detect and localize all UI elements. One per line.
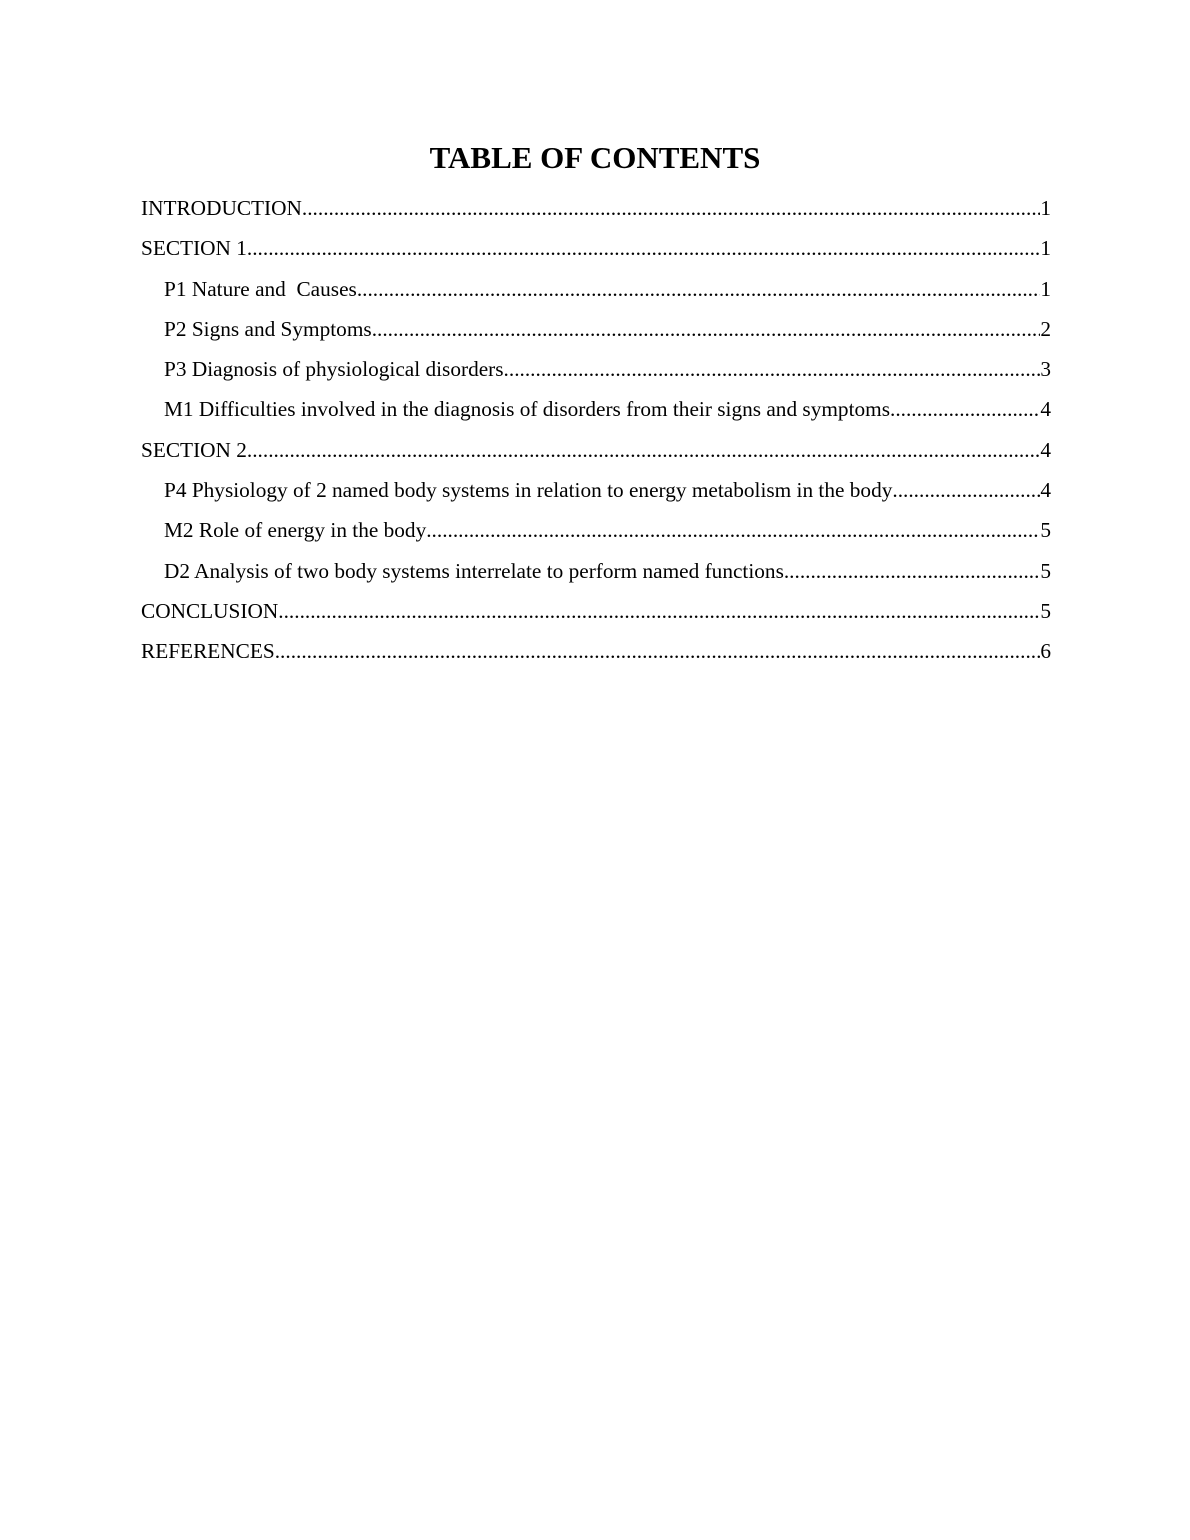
toc-entry-label: P4 Physiology of 2 named body systems in relation to energy metabolism in the body — [164, 478, 893, 503]
toc-entry-p4[interactable] — [141, 470, 1051, 510]
toc-page-number: 4 — [1040, 397, 1051, 422]
toc-page-number: 6 — [1040, 639, 1051, 664]
toc-entry-label: D2 Analysis of two body systems interrelate to perform named functions — [164, 558, 784, 583]
toc-entry-label: SECTION 1 — [141, 236, 247, 261]
toc-page-number: 5 — [1040, 518, 1051, 543]
toc-list — [141, 188, 1051, 672]
toc-page-number: 4 — [1040, 437, 1051, 462]
toc-entry-label: M2 Role of energy in the body — [164, 518, 427, 543]
toc-entry-label: P2 Signs and Symptoms — [164, 316, 372, 341]
toc-page-number: 1 — [1040, 276, 1051, 301]
toc-entry-label: SECTION 2 — [141, 437, 247, 462]
toc-dot-leader — [247, 228, 1040, 268]
toc-dot-leader — [784, 551, 1040, 591]
toc-entry-label: P1 Nature and Causes — [164, 276, 357, 301]
toc-entry-section-2[interactable] — [141, 430, 1051, 470]
toc-dot-leader — [504, 349, 1041, 389]
toc-dot-leader — [278, 591, 1040, 631]
toc-entry-section-1[interactable] — [141, 228, 1051, 268]
toc-page-number: 2 — [1040, 316, 1051, 341]
toc-dot-leader — [890, 389, 1040, 429]
toc-entry-p2[interactable] — [141, 309, 1051, 349]
toc-entry-p3[interactable] — [141, 349, 1051, 389]
toc-page-number: 1 — [1040, 196, 1051, 220]
toc-entry-introduction[interactable] — [141, 188, 1051, 228]
toc-dot-leader — [892, 470, 1040, 510]
toc-entry-label: CONCLUSION — [141, 598, 279, 623]
toc-entry-d2[interactable] — [141, 551, 1051, 591]
toc-dot-leader — [372, 309, 1041, 349]
toc-entry-conclusion[interactable] — [141, 591, 1051, 631]
toc-entry-label: P3 Diagnosis of physiological disorders — [164, 357, 504, 382]
toc-page-number: 3 — [1040, 357, 1051, 382]
toc-dot-leader — [247, 430, 1040, 470]
toc-dot-leader — [302, 188, 1040, 228]
toc-page-number: 5 — [1040, 598, 1051, 623]
toc-entry-references[interactable] — [141, 631, 1051, 671]
toc-dot-leader — [357, 269, 1041, 309]
toc-page-number: 5 — [1040, 558, 1051, 583]
toc-page-number: 1 — [1040, 236, 1051, 261]
toc-entry-label: REFERENCES — [141, 639, 275, 664]
toc-dot-leader — [426, 510, 1040, 550]
toc-entry-m2[interactable] — [141, 510, 1051, 550]
toc-entry-p1[interactable] — [141, 269, 1051, 309]
toc-entry-m1[interactable] — [141, 389, 1051, 429]
toc-entry-label: INTRODUCTION — [141, 196, 302, 220]
toc-title: TABLE OF CONTENTS — [429, 140, 761, 175]
toc-entry-label: M1 Difficulties involved in the diagnosis of disorders from their signs and symptoms — [164, 397, 890, 422]
toc-dot-leader — [275, 631, 1041, 671]
toc-page-number: 4 — [1040, 478, 1051, 503]
